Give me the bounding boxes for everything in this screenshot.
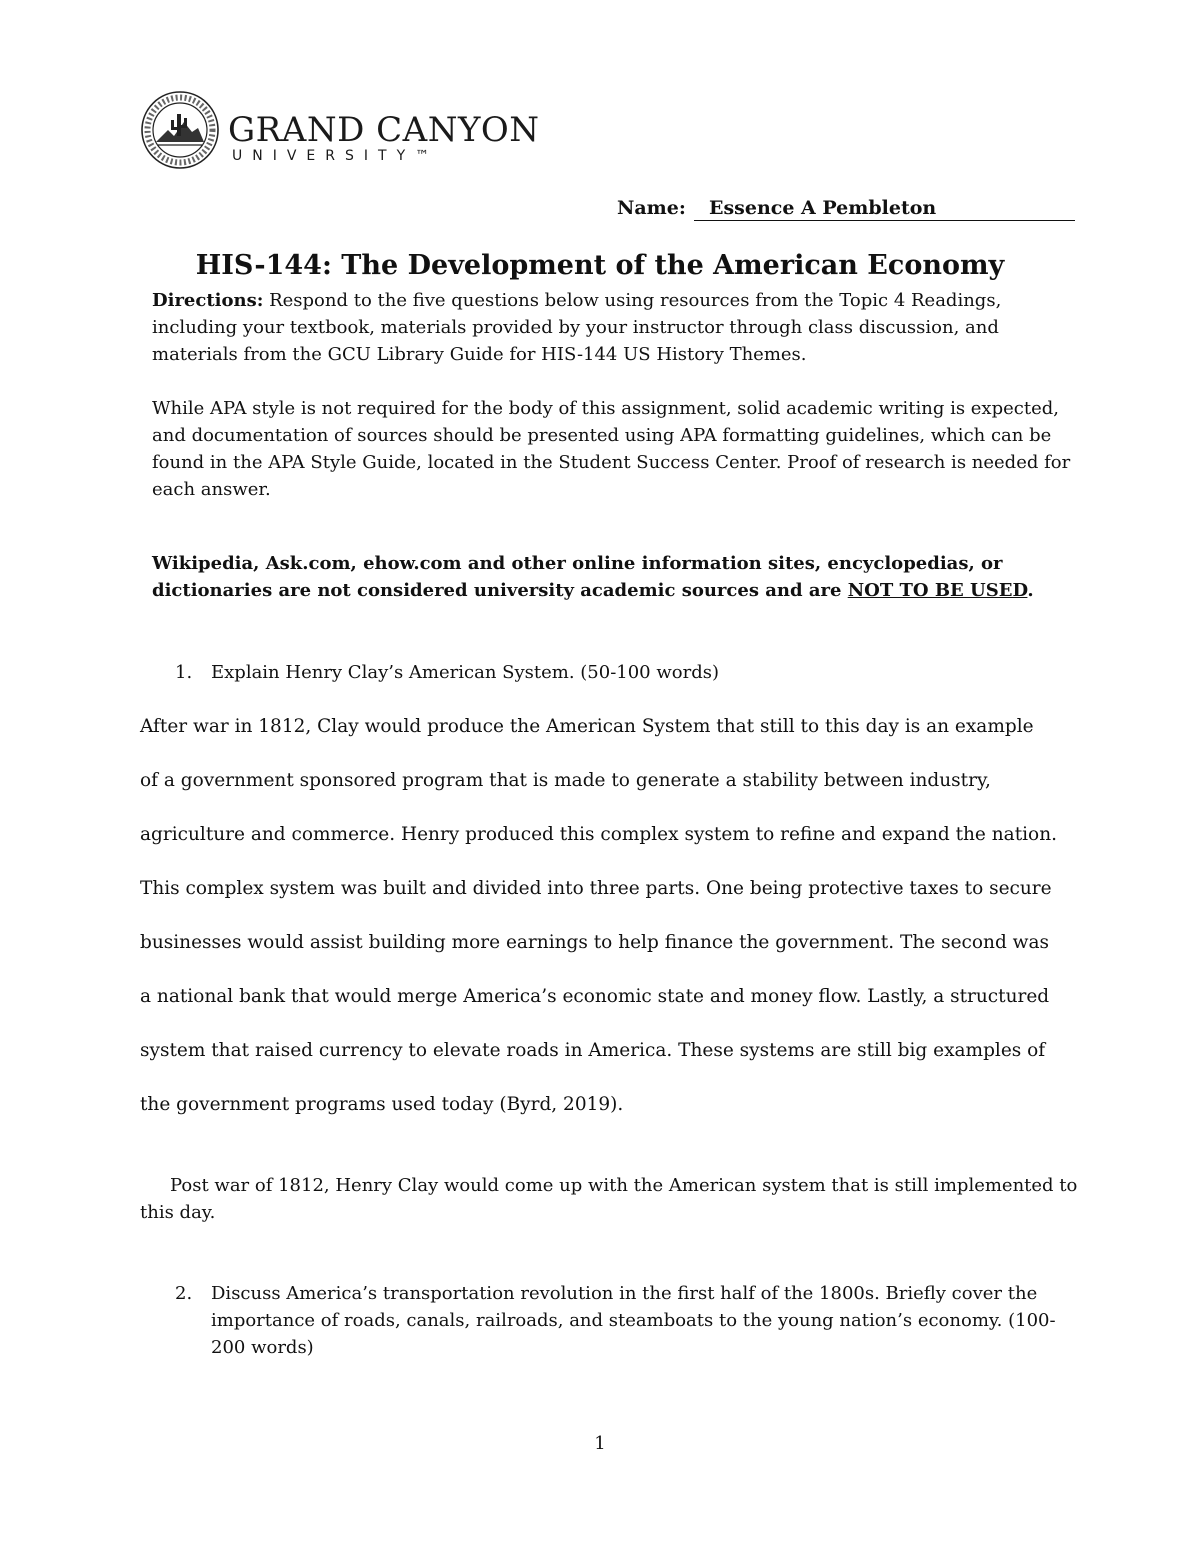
warning-end: . [1027,580,1034,601]
question-number: 2. [175,1283,193,1304]
name-field [617,197,937,219]
name-label: Name: [617,197,686,219]
answer-line: businesses would assist building more earnings to help finance the government. The second was [140,932,1050,953]
question-number: 1. [175,662,193,683]
answer-line: agriculture and commerce. Henry produced this complex system to refine and expand the nation. [140,824,1057,845]
university-logo [140,90,540,170]
answer-line: of a government sponsored program that is made to generate a stability between industry, [140,770,991,791]
apa-paragraph: While APA style is not required for the body of this assignment, solid academic writing is expected, and documentation of sources should be presented using APA formatting guidelines, which can be found in the APA Style Guide, located in the Student Success Center. Proof of research is needed for each answer. [152,398,1071,500]
university-seal-icon [140,90,220,170]
answer-line: system that raised currency to elevate roads in America. These systems are still big examples of [140,1040,1046,1061]
logo-wordmark-line1: GRAND CANYON [228,110,540,150]
sources-warning [152,550,1062,604]
answer-line: After war in 1812, Clay would produce the American System that still to this day is an example [140,716,1034,737]
directions-text: Respond to the five questions below using resources from the Topic 4 Readings, including your textbook, materials provided by your instructor through class discussion, and materials from the GCU Library Guide for HIS-144 US History Themes. [152,290,1002,365]
page-number: 1 [594,1433,606,1454]
answer-line: a national bank that would merge America’s economic state and money flow. Lastly, a structured [140,986,1050,1007]
logo-wordmark-line2: UNIVERSITY™ [232,148,440,164]
answer-1-summary: Post war of 1812, Henry Clay would come up with the American system that is still implemented to this day. [140,1175,1078,1223]
answer-1 [140,713,1080,1145]
answer-line: This complex system was built and divided into three parts. One being protective taxes to secure [140,878,1052,899]
question-text: Explain Henry Clay’s American System. (50-100 words) [211,662,719,683]
warning-text: Wikipedia, Ask.com, ehow.com and other online information sites, encyclopedias, or dictionaries are not considered university academic sources and are [152,553,1003,601]
directions-paragraph [152,287,1072,368]
warning-underlined: NOT TO BE USED [847,580,1028,601]
directions-label: Directions: [152,290,264,311]
document-title: HIS-144: The Development of the American Economy [195,250,1005,281]
question-text: Discuss America’s transportation revolution in the first half of the 1800s. Briefly cover the importance of roads, canals, railroads, and steamboats to the young nation’s economy. (100-200 words) [211,1283,1056,1358]
answer-line: the government programs used today (Byrd, 2019). [140,1094,624,1115]
question-1 [0,659,1200,686]
name-value: Essence A Pembleton [694,197,1075,221]
question-2 [0,1280,1200,1370]
